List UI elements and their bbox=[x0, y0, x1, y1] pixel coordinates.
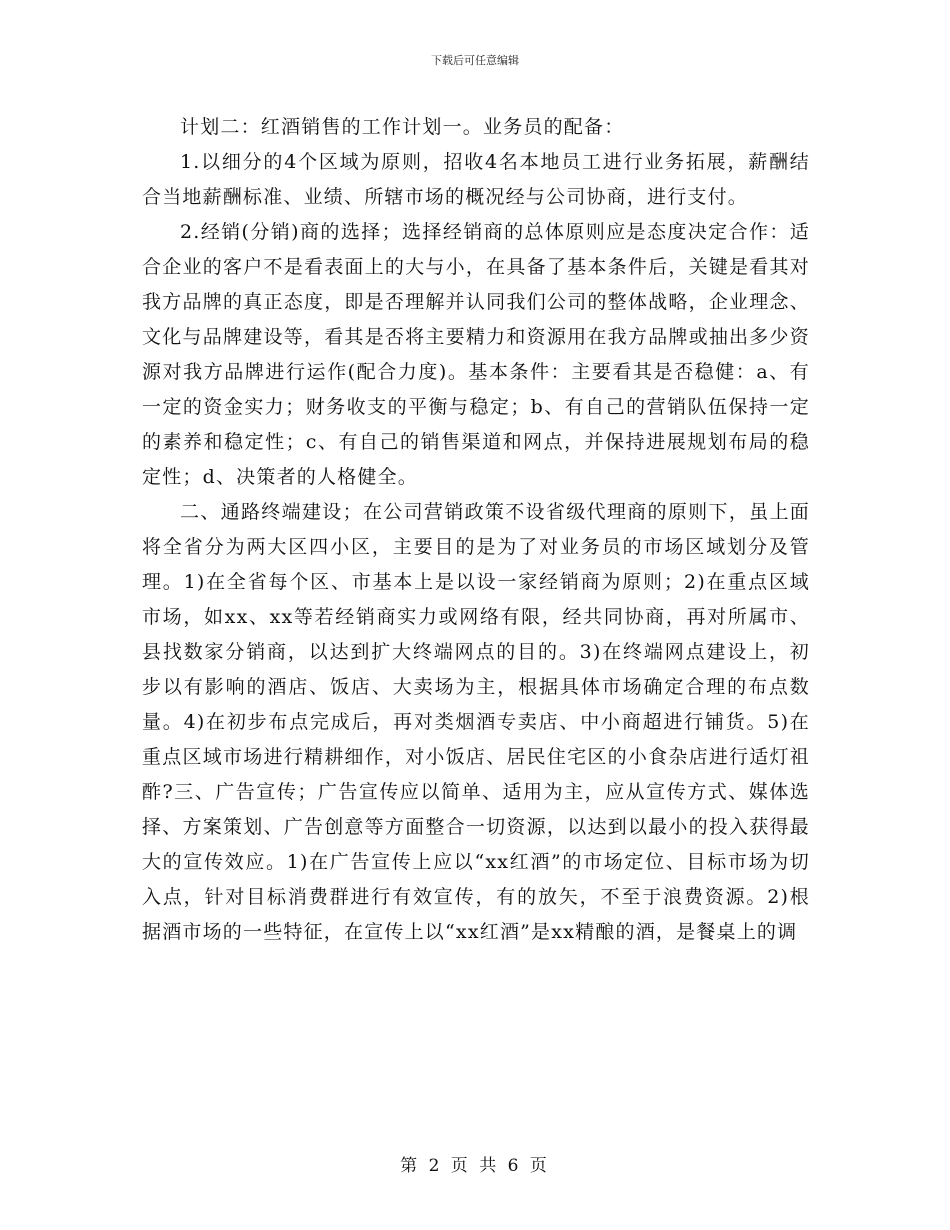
paragraph-channel-and-advertising: 二、通路终端建设；在公司营销政策不设省级代理商的原则下，虽上面将全省分为两大区四小区，主要目的是为了对业务员的市场区域划分及管理。1)在全省每个区、市基本上是以设一家经销商为原则；2)在重点区域市场，如xx、xx等若经销商实力或网络有限，经共同协商，再对所属市、县找数家分销商，以达到扩大终端网点的目的。3)在终端网点建设上，初步以有影响的酒店、饭店、大卖场为主，根据具体市场确定合理的布点数量。4)在初步布点完成后，再对类烟酒专卖店、中小商超进行铺货。5)在重点区域市场进行精耕细作，对小饭店、居民住宅区的小食杂店进行适灯祖酢?三、广告宣传；广告宣传应以简单、适用为主，应从宣传方式、媒体选择、方案策划、广告创意等方面整合一切资源，以达到以最小的投入获得最大的宣传效应。1)在广告宣传上应以“xx红酒”的市场定位、目标市场为切入点，针对目标消费群进行有效宣传，有的放矢，不至于浪费资源。2)根据酒市场的一些特征，在宣传上以“xx红酒”是xx精酿的酒，是餐桌上的调 bbox=[142, 501, 810, 943]
page-number: 第 2 页 共 6 页 bbox=[400, 1156, 550, 1176]
paragraph-plan-title: 计划二：红酒销售的工作计划一。业务员的配备： bbox=[180, 116, 625, 138]
paragraph-staffing: 1.以细分的4个区域为原则，招收4名本地员工进行业务拓展，薪酬结合当地薪酬标准、业绩、所辖市场的概况经与公司协商，进行支付。 bbox=[142, 151, 810, 208]
paragraph-distributor-selection: 2.经销(分销)商的选择；选择经销商的总体原则应是态度决定合作：适合企业的客户不是看表面上的大与小，在具备了基本条件后，关键是看其对我方品牌的真正态度，即是否理解并认同我们公司的整体战略，企业理念、文化与品牌建设等，看其是否将主要精力和资源用在我方品牌或抽出多少资源对我方品牌进行运作(配合力度)。基本条件：主要看其是否稳健：a、有一定的资金实力；财务收支的平衡与稳定；b、有自己的营销队伍保持一定的素养和稳定性；c、有自己的销售渠道和网点，并保持进展规划布局的稳定性；d、决策者的人格健全。 bbox=[142, 221, 810, 488]
page-header-note: 下载后可任意编辑 bbox=[431, 54, 519, 67]
document-body bbox=[142, 110, 810, 950]
